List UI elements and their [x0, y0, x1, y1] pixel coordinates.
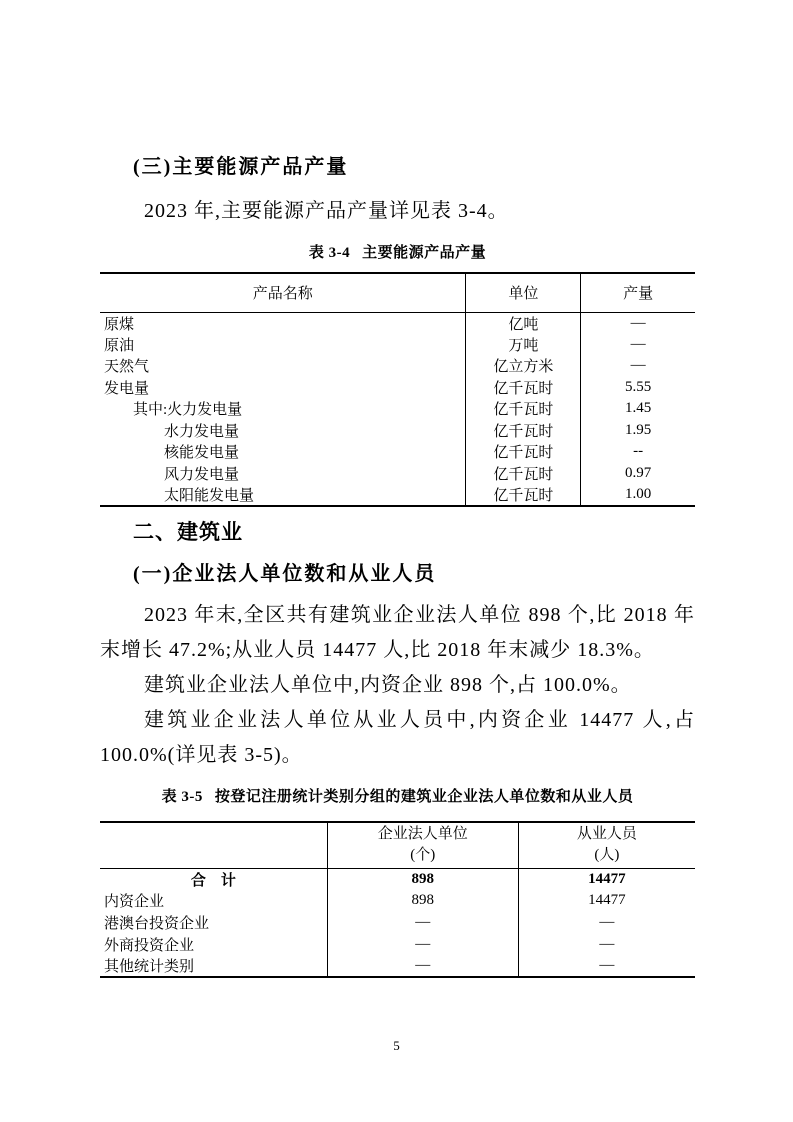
column-header-category [100, 822, 327, 868]
unit-cell: 亿千瓦时 [466, 441, 581, 463]
column-header-unit: 单位 [466, 273, 581, 312]
employees-cell: — [518, 933, 695, 955]
header-unit-line: (个) [410, 847, 436, 864]
table-row [100, 334, 695, 356]
value-cell: — [581, 334, 695, 356]
product-name-cell: 发电量 [104, 380, 150, 397]
paragraph-text: 2023 年末,全区共有建筑业企业法人单位 898 个,比 2018 年末增长 47.2%;从业人员 14477 人,比 2018 年末减少 18.3%。 [100, 604, 695, 661]
employees-cell: 14477 [518, 890, 695, 912]
value-cell: -- [581, 441, 695, 463]
table-row-total [100, 868, 695, 890]
category-cell: 港澳台投资企业 [104, 915, 210, 932]
unit-cell: 亿千瓦时 [466, 420, 581, 442]
paragraph-text: 2023 年,主要能源产品产量详见表 3-4。 [144, 200, 509, 222]
table-row [100, 398, 695, 420]
column-header-legal-units [327, 822, 518, 868]
employees-cell: — [518, 912, 695, 934]
table-caption-label: 表 3-4 [308, 245, 351, 261]
table-header-row [100, 822, 695, 868]
table-caption-title: 主要能源产品产量 [362, 245, 487, 261]
table-row [100, 955, 695, 977]
product-name-cell: 风力发电量 [164, 466, 240, 483]
table-row [100, 312, 695, 334]
subsection-heading-legal-entities: (一)企业法人单位数和从业人员 [133, 563, 437, 585]
product-name-cell: 其中:火力发电量 [133, 402, 243, 419]
value-cell: 1.95 [581, 420, 695, 442]
category-cell: 其他统计类别 [104, 959, 195, 976]
unit-cell: 亿千瓦时 [466, 484, 581, 506]
legal-units-cell: — [327, 933, 518, 955]
header-line: 企业法人单位 [377, 826, 468, 843]
category-cell: 外商投资企业 [104, 937, 195, 954]
value-cell: 5.55 [581, 377, 695, 399]
unit-cell: 亿立方米 [466, 355, 581, 377]
product-name-cell: 核能发电量 [164, 445, 240, 462]
construction-paragraphs [100, 598, 695, 773]
section-heading-construction: 二、建筑业 [133, 521, 243, 544]
table-header-row [100, 273, 695, 312]
value-cell: 1.00 [581, 484, 695, 506]
table-row [100, 933, 695, 955]
table-row [100, 484, 695, 506]
paragraph-text: 建筑业企业法人单位从业人员中,内资企业 14477 人,占 100.0%(详见表 3-5)。 [100, 709, 695, 766]
paragraph-text: 建筑业企业法人单位中,内资企业 898 个,占 100.0%。 [144, 674, 632, 696]
value-cell: — [581, 312, 695, 334]
column-header-output: 产量 [581, 273, 695, 312]
value-cell: 1.45 [581, 398, 695, 420]
table-3-4-caption [100, 241, 695, 262]
table-row [100, 912, 695, 934]
unit-cell: 亿吨 [466, 312, 581, 334]
table-3-5-caption [100, 785, 695, 806]
value-cell: — [581, 355, 695, 377]
construction-enterprises-table [100, 821, 695, 978]
table-caption-title: 按登记注册统计类别分组的建筑业企业法人单位数和从业人员 [214, 789, 634, 805]
category-cell: 合 计 [190, 872, 236, 889]
legal-units-cell: — [327, 955, 518, 977]
product-name-cell: 天然气 [104, 359, 150, 376]
employees-cell: 14477 [518, 868, 695, 890]
legal-units-cell: 898 [327, 868, 518, 890]
value-cell: 0.97 [581, 463, 695, 485]
employees-cell: — [518, 955, 695, 977]
table-caption-label: 表 3-5 [161, 789, 203, 805]
legal-units-cell: — [327, 912, 518, 934]
table-row [100, 441, 695, 463]
section-heading-energy-output: (三)主要能源产品产量 [133, 156, 349, 178]
unit-cell: 亿千瓦时 [466, 377, 581, 399]
header-line: 从业人员 [576, 826, 637, 843]
header-unit-line: (人) [594, 847, 620, 864]
table-row [100, 890, 695, 912]
legal-units-cell: 898 [327, 890, 518, 912]
product-name-cell: 水力发电量 [164, 423, 240, 440]
table-row [100, 463, 695, 485]
unit-cell: 亿千瓦时 [466, 398, 581, 420]
unit-cell: 亿千瓦时 [466, 463, 581, 485]
product-name-cell: 太阳能发电量 [164, 488, 255, 504]
column-header-employees [518, 822, 695, 868]
product-name-cell: 原煤 [104, 316, 135, 333]
product-name-cell: 原油 [104, 337, 135, 354]
table-row [100, 377, 695, 399]
energy-production-table [100, 272, 695, 507]
category-cell: 内资企业 [104, 894, 165, 911]
table-row [100, 420, 695, 442]
energy-intro-paragraph [100, 194, 695, 229]
table-row [100, 355, 695, 377]
column-header-product: 产品名称 [252, 286, 313, 303]
page-number: 5 [393, 1038, 400, 1053]
unit-cell: 万吨 [466, 334, 581, 356]
